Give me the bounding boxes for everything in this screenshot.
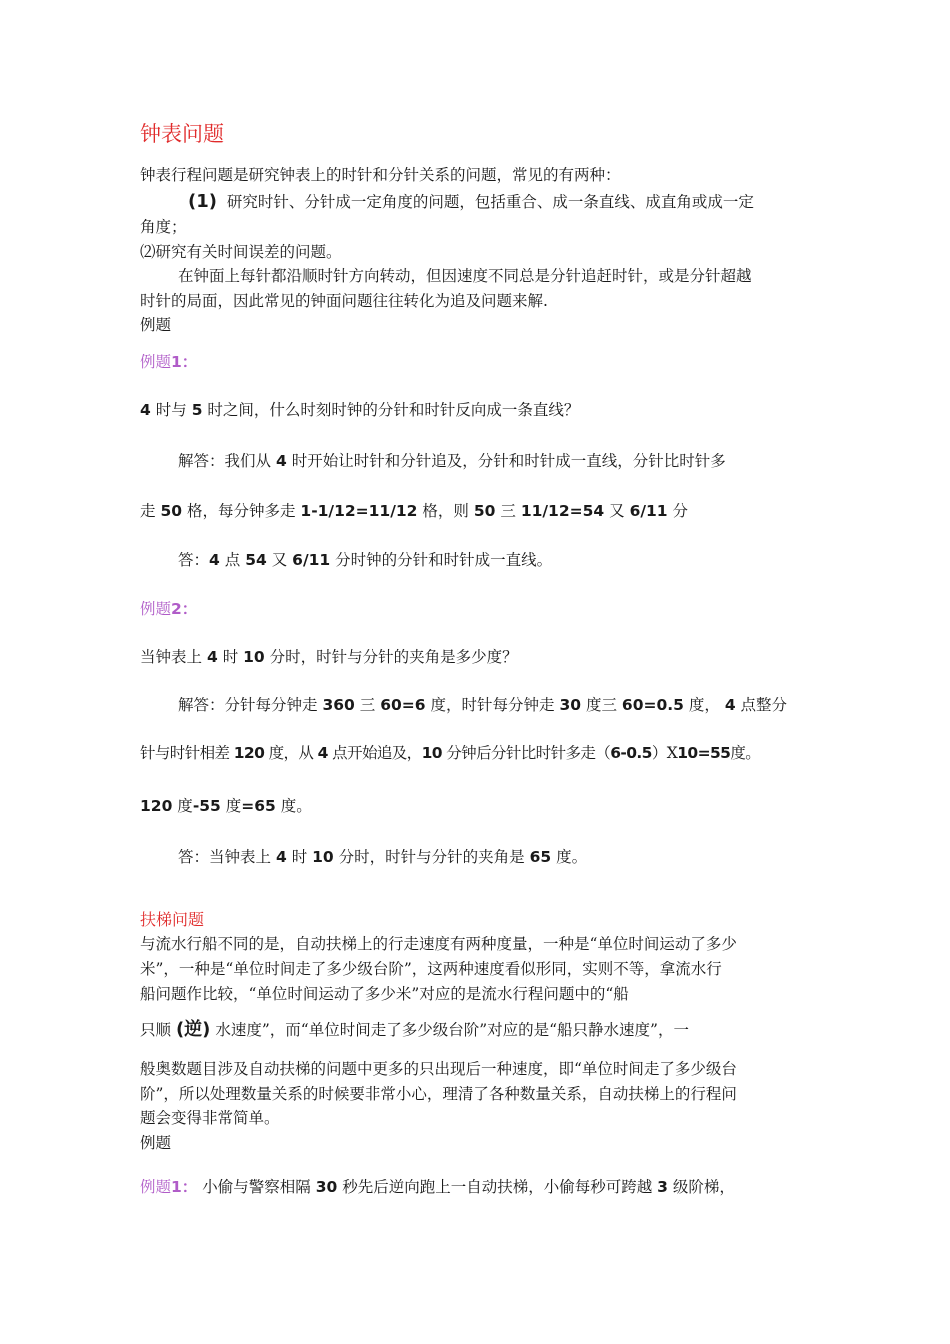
escalator-para-line-6: 阶”，所以处理数量关系的时候要非常小心，理清了各种数量关系，自动扶梯上的行程问 — [140, 1085, 737, 1103]
escalator-para-line-3: 船问题作比较，“单位时间运动了多少米”对应的是流水行程问题中的“船 — [140, 985, 629, 1003]
txt: ）X — [651, 744, 678, 762]
clock-intro: 钟表行程问题是研究钟表上的时针和分针关系的问题，常见的有两种： — [140, 166, 621, 184]
item-text: 研究时针、分针成一定角度的问题，包括重合、成一条直线、成直角或成一定 — [226, 193, 754, 211]
txt: 度。 — [730, 744, 761, 762]
escalator-para-line-7: 题会变得非常简单。 — [140, 1109, 280, 1127]
txt: 分时，时针与分针的夹角是多少度？ — [269, 648, 518, 666]
txt: 分时，时针与分针的夹角是 — [338, 848, 525, 866]
clock-item-2: ⑵研究有关时间误差的问题。 — [140, 243, 342, 261]
num: 360 — [322, 696, 355, 714]
num: 54 — [245, 551, 267, 569]
clock-para-line-2: 时针的局面，因此常见的钟面问题往往转化为追及问题来解. — [140, 292, 548, 310]
num: -55 — [192, 797, 221, 815]
example-2-solution-line-2 — [140, 741, 820, 765]
num: 4 — [206, 648, 218, 666]
txt: 时 — [291, 848, 308, 866]
label-text: 例题 — [140, 1178, 172, 1196]
txt: 解答：分针每分钟走 — [178, 696, 318, 714]
example-1-question — [140, 398, 820, 422]
num: =65 — [241, 797, 276, 815]
num: 10=55 — [677, 744, 731, 762]
label-text: 例题 — [140, 353, 172, 371]
txt: 度三 — [585, 696, 617, 714]
escalator-para-line-1: 与流水行船不同的是，自动扶梯上的行走速度有两种度量，一种是“单位时间运动了多少 — [140, 935, 737, 953]
txt: 走 — [140, 502, 156, 520]
escalator-para-line-2: 米”，一种是“单位时间走了多少级台阶”，这两种速度看似形同，实则不等，拿流水行 — [140, 960, 722, 978]
escalator-example-1 — [140, 1175, 820, 1199]
num: 65 — [529, 848, 552, 866]
txt: 度 — [177, 797, 193, 815]
num: 10 — [421, 744, 442, 762]
example-2-solution-line-1 — [178, 693, 818, 717]
txt: 秒先后逆向跑上一自动扶梯，小偷每秒可跨越 — [342, 1178, 653, 1196]
txt: 点 — [224, 551, 241, 569]
num: 4 — [724, 696, 736, 714]
txt: 分钟后分针比时针多走（ — [446, 744, 611, 762]
example-1-label — [140, 1178, 197, 1196]
section-title-clock: 钟表问题 — [140, 122, 224, 146]
num: 120 — [233, 744, 265, 762]
label-number: 1： — [171, 353, 198, 371]
num: 10 — [312, 848, 334, 866]
txt: 度 — [225, 797, 242, 815]
num: 4 — [209, 551, 220, 569]
num: 60=6 — [380, 696, 426, 714]
txt: 度。 — [280, 797, 312, 815]
label-text: 例题 — [140, 600, 172, 618]
txt: 三 — [500, 502, 516, 520]
txt: 当钟表上 — [140, 648, 203, 666]
txt: 又 — [271, 551, 288, 569]
txt: 分时钟的分针和时针成一直线。 — [335, 551, 553, 569]
example-1-solution-line-1 — [178, 449, 818, 473]
section-title-escalator: 扶梯问题 — [140, 910, 205, 929]
txt: 度， — [688, 696, 720, 714]
txt: 点整分 — [740, 696, 788, 714]
num: 6-0.5 — [610, 744, 652, 762]
num: 4 — [140, 401, 151, 419]
label-number: 2： — [171, 600, 198, 618]
num: 4 — [317, 744, 328, 762]
num: 50 — [473, 502, 496, 520]
txt: 时 — [222, 648, 239, 666]
txt: 点开始追及， — [332, 744, 422, 762]
txt: 只顺 — [140, 1021, 172, 1039]
num: 11/12=54 — [520, 502, 605, 520]
txt: 小偷与警察相隔 — [202, 1178, 311, 1196]
txt: 三 — [359, 696, 376, 714]
example-1-label — [140, 350, 820, 374]
txt: 答：当钟表上 — [178, 848, 272, 866]
num: 5 — [191, 401, 203, 419]
example-2-label — [140, 597, 820, 621]
txt: 时开始让时针和分针追及，分针和时针成一直线，分针比时针多 — [291, 452, 726, 470]
example-1-answer — [178, 548, 818, 572]
txt: 水速度”，而“单位时间走了多少级台阶”对应的是“船只静水速度”，一 — [215, 1021, 689, 1039]
txt: 度。 — [556, 848, 588, 866]
num: 10 — [243, 648, 265, 666]
num: 6/11 — [629, 502, 668, 520]
txt: 格，则 — [422, 502, 469, 520]
txt: 格，每分钟多走 — [186, 502, 296, 520]
txt: 度，从 — [268, 744, 314, 762]
escalator-example-heading: 例题 — [140, 1134, 172, 1152]
txt: 时之间，什么时刻时钟的分针和时针反向成一条直线？ — [207, 401, 580, 419]
num: 6/11 — [292, 551, 331, 569]
num: 60=0.5 — [621, 696, 684, 714]
num: 4 — [275, 848, 287, 866]
num: 120 — [140, 797, 173, 815]
example-2-answer — [178, 845, 818, 869]
num: 30 — [315, 1178, 338, 1196]
example-1-solution-line-2 — [140, 499, 820, 523]
txt: 度，时针每分钟走 — [430, 696, 555, 714]
item-number: (1) — [188, 191, 217, 212]
txt: 时与 — [155, 401, 187, 419]
num: 3 — [657, 1178, 668, 1196]
escalator-para-line-4 — [140, 1018, 820, 1042]
escalator-para-line-5: 般奥数题目涉及自动扶梯的问题中更多的只出现后一种速度，即“单位时间走了多少级台 — [140, 1060, 737, 1078]
txt: 答： — [178, 551, 210, 569]
example-2-question — [140, 645, 820, 669]
num: 50 — [160, 502, 183, 520]
example-heading: 例题 — [140, 316, 172, 334]
txt: 分 — [672, 502, 689, 520]
clock-item-1-cont: 角度； — [140, 218, 187, 236]
num: 4 — [275, 452, 287, 470]
num: 1-1/12=11/12 — [300, 502, 418, 520]
txt: 针与时针相差 — [140, 744, 230, 762]
label-number: 1： — [171, 1178, 198, 1196]
txt: 级阶梯， — [672, 1178, 735, 1196]
clock-para-line-1: 在钟面上每针都沿顺时针方向转动，但因速度不同总是分针追赶时针，或是分针超越 — [178, 267, 752, 285]
clock-item-1 — [188, 190, 828, 214]
paren-text: (逆) — [175, 1019, 211, 1040]
txt: 又 — [609, 502, 625, 520]
example-2-solution-line-3 — [140, 794, 820, 818]
txt: 解答：我们从 — [178, 452, 272, 470]
num: 30 — [559, 696, 582, 714]
